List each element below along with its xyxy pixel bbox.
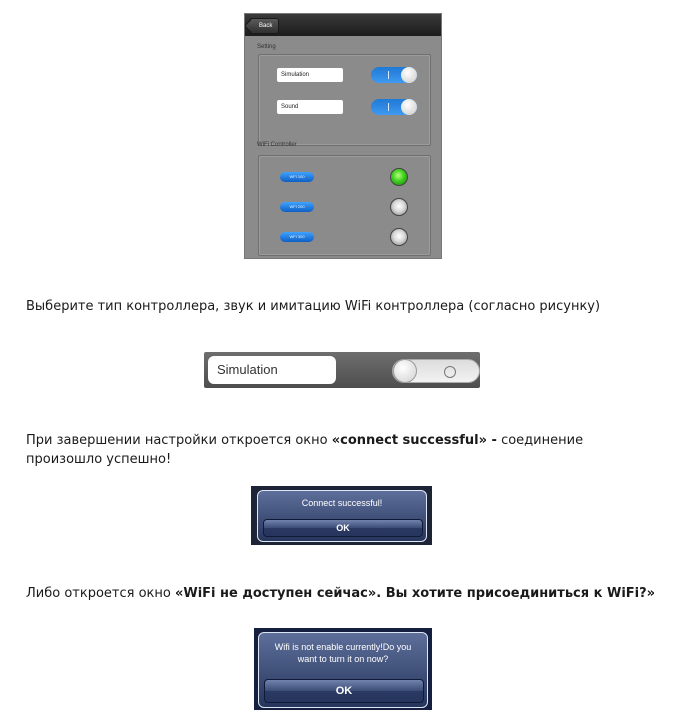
switch-knob [401, 67, 417, 83]
wfi-200-button[interactable]: WFI 200 [280, 202, 314, 212]
navigation-bar [245, 14, 441, 36]
instruction-paragraph-3 [26, 584, 655, 603]
instruction-paragraph-2 [26, 431, 646, 469]
switch-off-mark [444, 366, 456, 378]
sound-switch[interactable] [371, 99, 417, 115]
paragraph-bold-text: «connect successful» - [331, 433, 497, 448]
wfi-100-radio[interactable] [390, 168, 408, 186]
switch-on-mark [388, 71, 389, 79]
alert-message: Connect successful! [301, 498, 383, 508]
paragraph-text: Либо откроется окно [26, 586, 175, 601]
ok-button[interactable]: OK [264, 679, 424, 703]
sound-label: Sound [277, 100, 343, 114]
simulation-switch[interactable] [371, 67, 417, 83]
wifi-not-enabled-screenshot [254, 628, 432, 710]
back-button[interactable]: Back [249, 18, 279, 34]
simulation-strip-screenshot [204, 352, 480, 388]
switch-knob [393, 359, 417, 383]
connect-successful-alert [257, 490, 427, 542]
alert-message-line-2: want to turn it on now? [297, 654, 389, 664]
setting-section-header: Setting [257, 44, 276, 50]
switch-knob [401, 99, 417, 115]
wfi-200-radio[interactable] [390, 198, 408, 216]
wfi-300-button[interactable]: WFI 300 [280, 232, 314, 242]
simulation-label: Simulation [277, 68, 343, 82]
wfi-100-button[interactable]: WFI 100 [280, 172, 314, 182]
instruction-paragraph-1: Выберите тип контроллера, звук и имитацию WiFi контроллера (согласно рисунку) [26, 299, 601, 314]
wifi-controller-header: WiFi Controller [257, 142, 297, 148]
wifi-not-enabled-alert [258, 632, 428, 708]
connect-successful-screenshot [251, 486, 432, 545]
paragraph-text: При завершении настройки откроется окно [26, 433, 332, 448]
switch-on-mark [388, 103, 389, 111]
ok-button[interactable]: OK [263, 519, 423, 537]
paragraph-text: соединение произошло успешно! [26, 433, 584, 467]
alert-message-line-1: Wifi is not enable currently!Do you [274, 642, 412, 652]
alert-message [259, 641, 427, 665]
simulation-label: Simulation [208, 356, 336, 384]
settings-screenshot [244, 13, 442, 259]
simulation-switch-off[interactable] [392, 359, 480, 383]
paragraph-bold-text: «WiFi не доступен сейчас». Вы хотите присоединиться к WiFi?» [174, 586, 656, 601]
wfi-300-radio[interactable] [390, 228, 408, 246]
